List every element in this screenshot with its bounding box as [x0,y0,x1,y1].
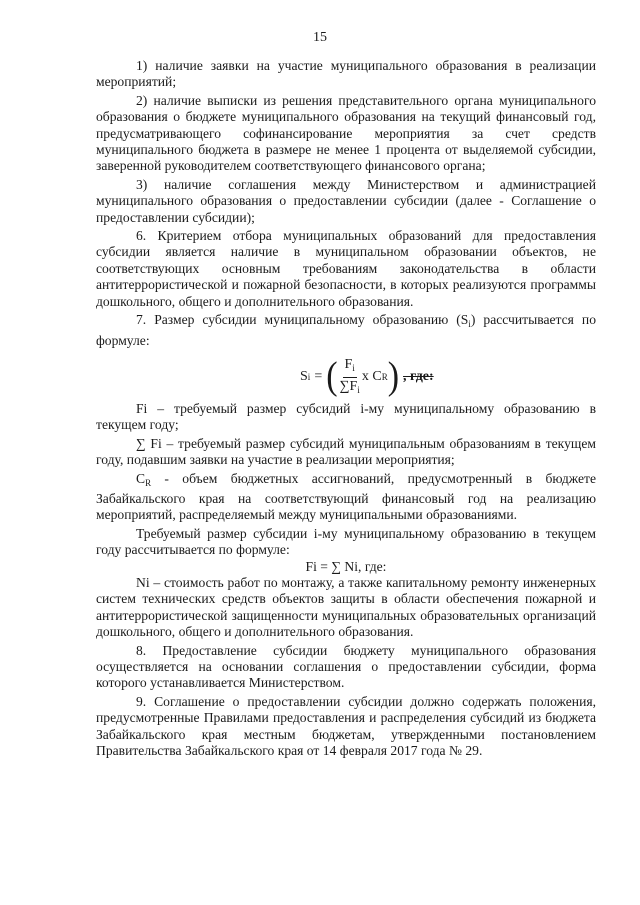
p7-subscript: i [468,319,471,330]
definition-fi: Fi – требуемый размер субсидий i-му муниципальному образованию в текущем году; [96,400,596,433]
definition-cr: $C_R$ - объем бюджетных ассигнований, предусмотренный в бюджете Забайкальского края на соответствующий финансовый год на реализацию мероприятий, распределяемый между муниципальными образованиями. [96,470,596,523]
formula-numerator: $F_i$ [343,357,357,378]
document-body [96,58,596,759]
p7-suffix: ) рассчитывается по формуле: [96,312,596,348]
p7-prefix: 7. Размер субсидии муниципальному образованию (S [136,312,469,328]
formula-where: , где: [403,369,434,385]
paragraph-item-3: 3) наличие соглашения между Министерством и администрацией муниципального образования о предоставлении субсидии (далее - Соглашение о предоставлении субсидии); [96,176,596,225]
formula-equals: = [314,369,323,385]
formula-fraction [340,357,360,398]
formula-times-sub: R [381,372,388,383]
formula-lhs: S [300,369,308,385]
formula-lhs-sub: i [307,372,311,383]
paragraph-6-selection-criteria: 6. Критерием отбора муниципальных образований для предоставления субсидии является наличие в муниципальном образовании объектов, не соответствующих основным требованиям законодательства в области антитеррористической и пожарной безопасности, в которых реализуются программы дошкольного, общего и дополнительного образования. [96,228,596,309]
formula-open-paren: ( [326,355,338,399]
required-size-paragraph: Требуемый размер субсидии i-му муниципальному образованию в текущем году рассчитывается по формуле: [96,525,596,558]
formula-denominator: $\sum F_i$ [339,378,360,395]
paragraph-item-1: 1) наличие заявки на участие муниципального образования в реализации мероприятий; [96,58,596,90]
paragraph-9-agreement-content: 9. Соглашение о предоставлении субсидии должно содержать положения, предусмотренные Правилами предоставления и распределения субсидий из бюджета Забайкальского края местным бюджетам, утвержденными постановлением Правительства Забайкальского края от 14 февраля 2017 года № 29. [96,693,596,759]
formula-times: x C [361,369,382,385]
formula-close-paren: ) [387,355,400,399]
paragraph-item-2: 2) наличие выписки из решения представительного органа муниципального образования о бюджете муниципального образования на текущий финансовый год, предусматривающего софинансирование мероприятия за счет средств муниципального бюджета в размере не менее 1 процента от выделяемой субсидии, заверенной руководителем соответствующего финансового органа; [96,92,596,174]
fi-formula: Fi = ∑ Ni, где: [305,558,387,574]
definition-ni: Ni – стоимость работ по монтажу, а также капитальному ремонту инженерных систем технических средств объектов защиты в области обеспечения пожарной и антитеррористической защищенности муниципальных образовательных организаций дошкольного, общего и дополнительного образования. [96,574,596,640]
subsidy-formula [96,351,596,397]
paragraph-7-subsidy-size [96,312,596,349]
page-number: 15 [313,30,327,45]
paragraph-8-grant-agreement: 8. Предоставление субсидии бюджету муниципального образования осуществляется на основании соглашения о предоставлении субсидии, форма которого устанавливается Министерством. [96,642,596,691]
definition-sum-fi: ∑ Fi – требуемый размер субсидий муниципальным образованиям в текущем году, подавшим заявки на участие в реализации мероприятия; [96,435,596,468]
